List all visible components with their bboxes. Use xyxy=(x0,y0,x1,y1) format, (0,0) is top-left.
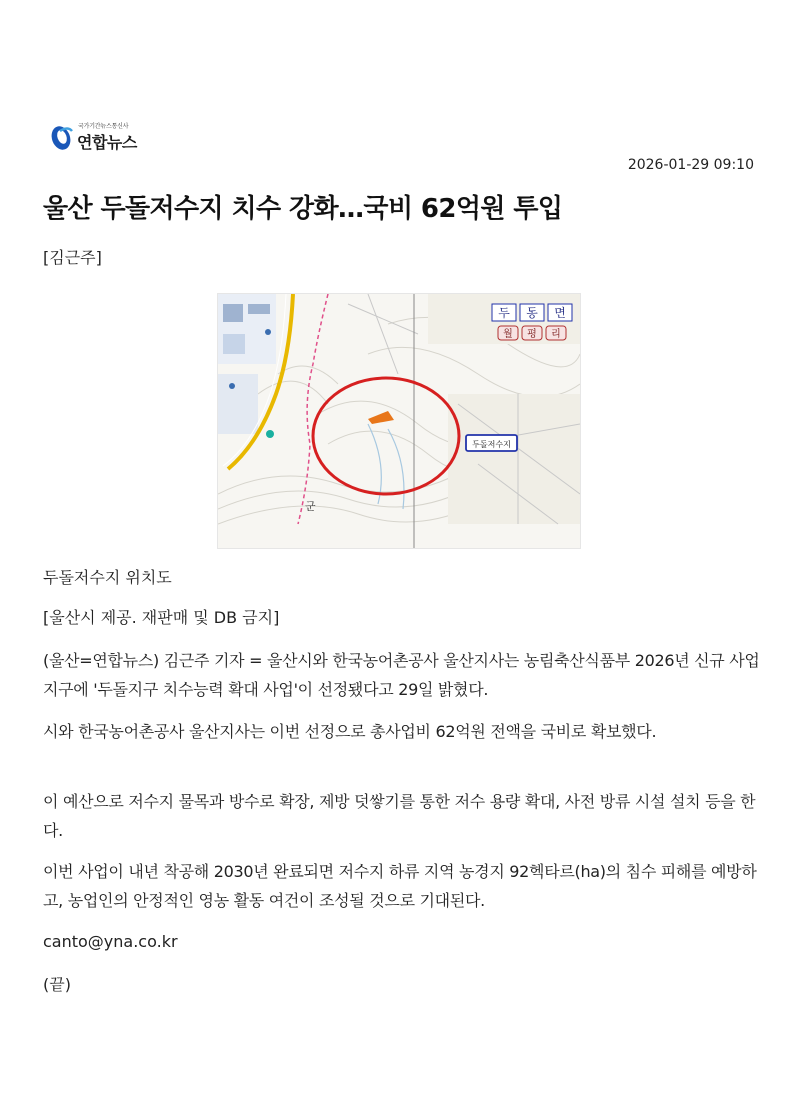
article-title: 울산 두돌저수지 치수 강화…국비 62억원 투입 xyxy=(43,194,563,224)
article-byline: [김근주] xyxy=(43,248,102,267)
map-gun-label: 군 xyxy=(305,500,316,513)
image-credit: [울산시 제공. 재판매 및 DB 금지] xyxy=(43,608,280,627)
yonhap-logo-icon xyxy=(46,122,76,152)
district-label xyxy=(492,304,572,321)
district-char-1: 두 xyxy=(498,306,510,320)
village-char-2: 평 xyxy=(527,329,537,340)
reservoir-label xyxy=(466,435,517,451)
logo-tagline: 국가기간뉴스통신사 xyxy=(78,123,129,130)
map-interchange-marker xyxy=(266,430,274,438)
article-end-mark: (끝) xyxy=(43,975,71,994)
village-label xyxy=(498,326,566,340)
image-caption: 두돌저수지 위치도 xyxy=(43,568,172,587)
reservoir-label-text: 두돌저수지 xyxy=(472,440,511,449)
map-graphic xyxy=(218,294,580,548)
village-char-3: 리 xyxy=(551,329,561,340)
article-paragraph: 시와 한국농어촌공사 울산지사는 이번 선정으로 총사업비 62억원 전액을 국비로 확보했다. xyxy=(43,722,657,741)
article-paragraph: 이번 사업이 내년 착공해 2030년 완료되면 저수지 하류 지역 농경지 92헥타르(ha)의 침수 피해를 예방하고, 농업인의 안정적인 영농 활동 여건이 조성될 것으로 기대된다. xyxy=(43,862,757,910)
district-char-3: 면 xyxy=(554,306,566,320)
article-timestamp: 2026-01-29 09:10 xyxy=(627,157,754,173)
reporter-email[interactable]: canto@yna.co.kr xyxy=(43,932,178,951)
reservoir-location-map xyxy=(217,293,581,549)
village-char-1: 월 xyxy=(503,329,513,340)
district-char-2: 동 xyxy=(526,306,538,320)
yonhap-logo[interactable] xyxy=(46,120,156,156)
article-paragraph: 이 예산으로 저수지 물목과 방수로 확장, 제방 덧쌓기를 통한 저수 용량 확대, 사전 방류 시설 설치 등을 한다. xyxy=(43,792,756,840)
article-paragraph: (울산=연합뉴스) 김근주 기자 = 울산시와 한국농어촌공사 울산지사는 농림축산식품부 2026년 신규 사업 지구에 '두돌지구 치수능력 확대 사업'이 선정됐다고 29일 밝혔다. xyxy=(43,651,760,699)
logo-name: 연합뉴스 xyxy=(77,133,137,152)
